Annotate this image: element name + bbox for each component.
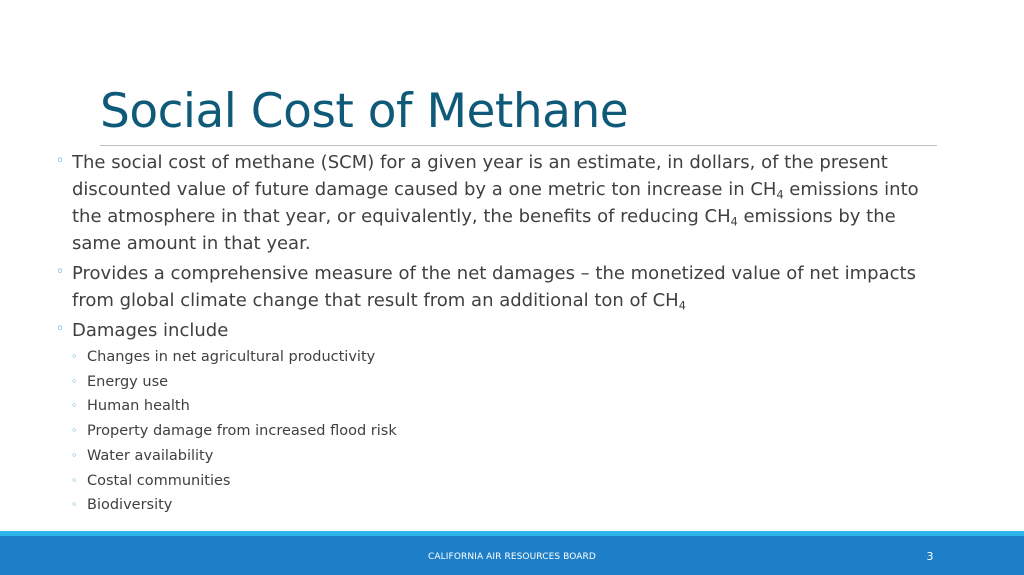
bullet-text: The social cost of methane (SCM) for a given year is an estimate, in dollars, of the present discounted value of future damage caused by a one metric ton increase in CH [72, 152, 888, 200]
list-item [71, 394, 936, 419]
bullet-comprehensive-measure [56, 260, 936, 314]
list-item-text: Biodiversity [87, 497, 173, 514]
list-item [71, 444, 936, 469]
bullet-marker-icon: ◦ [71, 473, 78, 487]
list-item-text: Energy use [87, 373, 169, 390]
bullet-marker-icon: ◦ [56, 264, 65, 280]
bullet-marker-icon: ◦ [71, 399, 78, 413]
bullet-scm-definition [56, 149, 936, 257]
list-item-text: Property damage from increased flood risk [87, 423, 397, 440]
footer-organization: CALIFORNIA AIR RESOURCES BOARD [428, 552, 596, 562]
bullet-marker-icon: ◦ [71, 448, 78, 462]
list-item [71, 493, 936, 518]
list-item [71, 469, 936, 494]
title-divider [100, 145, 937, 146]
bullet-marker-icon: ◦ [71, 498, 78, 512]
bullet-marker-icon: ◦ [56, 321, 65, 337]
slide-body [56, 149, 936, 518]
list-item [71, 419, 936, 444]
slide-title: Social Cost of Methane [100, 84, 629, 139]
list-item [71, 370, 936, 395]
list-item [71, 345, 936, 370]
bullet-marker-icon: ◦ [56, 153, 65, 169]
list-item-text: Water availability [87, 447, 214, 464]
bullet-marker-icon: ◦ [71, 374, 78, 388]
subscript: 4 [730, 215, 738, 229]
bullet-marker-icon: ◦ [71, 350, 78, 363]
list-item-text: Costal communities [87, 472, 231, 489]
subscript: 4 [776, 188, 784, 202]
subscript: 4 [678, 299, 686, 313]
page-number: 3 [926, 550, 934, 563]
bullet-damages-include [56, 317, 936, 344]
bullet-text: Provides a comprehensive measure of the net damages – the monetized value of net impacts from global climate change that result from an additional ton of CH [72, 263, 916, 311]
bullet-text: emissions into the atmosphere in that year, or equivalently, the benefits of reducing CH [72, 179, 919, 227]
bullet-text: Damages include [72, 320, 229, 341]
bullet-text: emissions by the same amount in that year. [72, 206, 896, 254]
list-item-text: Changes in net agricultural productivity [87, 349, 376, 365]
list-item-text: Human health [87, 398, 190, 415]
bullet-marker-icon: ◦ [71, 424, 78, 438]
